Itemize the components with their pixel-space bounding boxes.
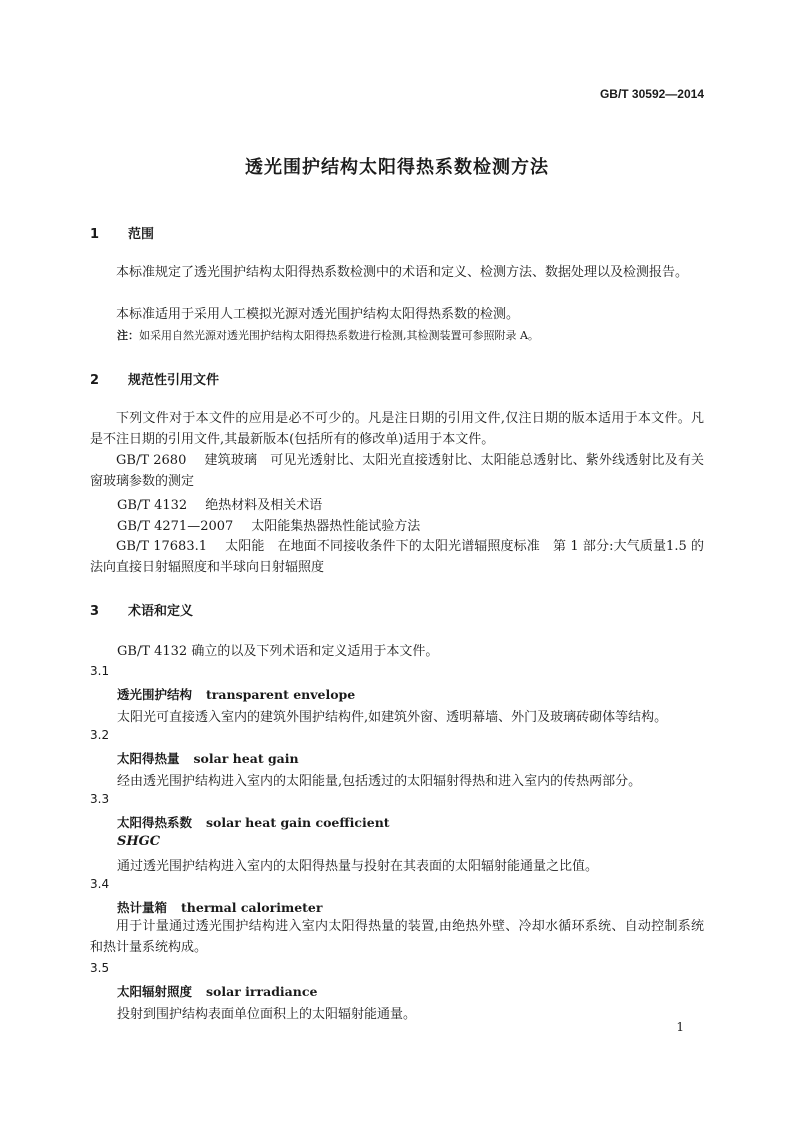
document-title: 透光围护结构太阳得热系数检测方法 <box>245 157 549 178</box>
term-en: transparent envelope <box>206 687 356 702</box>
term-en: solar heat gain coefficient <box>206 815 390 830</box>
term-en: solar irradiance <box>206 984 318 999</box>
term-heading <box>117 813 390 831</box>
term-heading <box>117 898 322 916</box>
term-definition: 投射到围护结构表面单位面积上的太阳辐射能通量。 <box>117 1007 417 1022</box>
page-number: 1 <box>676 1020 684 1034</box>
term-en: thermal calorimeter <box>181 900 323 915</box>
term-abbreviation: SHGC <box>117 834 161 849</box>
term-number: 3.1 <box>90 664 110 678</box>
section-number: 1 <box>90 227 100 242</box>
term-zh: 热计量箱 <box>117 900 168 915</box>
term-definition: 太阳光可直接透入室内的建筑外围护结构件,如建筑外窗、透明幕墙、外门及玻璃砖砌体等结构。 <box>117 710 668 725</box>
term-number: 3.4 <box>90 877 110 891</box>
reference-code: GB/T 4271—2007 <box>117 519 234 534</box>
references-intro: 下列文件对于本文件的应用是必不可少的。凡是注日期的引用文件,仅注日期的版本适用于本文件。凡是不注日期的引用文件,其最新版本(包括所有的修改单)适用于本文件。 <box>90 411 704 447</box>
term-number: 3.3 <box>90 792 110 806</box>
section-title: 规范性引用文件 <box>128 373 220 388</box>
scope-paragraph-2: 本标准适用于采用人工模拟光源对透光围护结构太阳得热系数的检测。 <box>116 307 520 322</box>
term-definition: 经由透光围护结构进入室内的太阳能量,包括透过的太阳辐射得热和进入室内的传热两部分。 <box>117 774 642 789</box>
section-2-heading <box>90 369 219 388</box>
term-heading <box>117 749 299 767</box>
note-text: 如采用自然光源对透光围护结构太阳得热系数进行检测,其检测装置可参照附录 A。 <box>139 329 539 342</box>
reference-code: GB/T 17683.1 <box>116 539 207 554</box>
term-zh: 太阳得热量 <box>117 751 180 766</box>
reference-item <box>117 494 322 513</box>
term-definition: 用于计量通过透光围护结构进入室内太阳得热量的装置,由绝热外壁、冷却水循环系统、自动控制系统和热计量系统构成。 <box>90 919 704 955</box>
reference-title: 太阳能 在地面不同接收条件下的太阳光谱辐照度标准 第 1 部分:大气质量1.5 的法向直接日射辐照度和半球向日射辐照度 <box>90 539 704 575</box>
reference-title: 太阳能集热器热性能试验方法 <box>251 519 421 534</box>
note-label: 注： <box>117 329 139 342</box>
reference-code: GB/T 2680 <box>116 453 187 468</box>
section-3-heading <box>90 600 193 619</box>
term-zh: 透光围护结构 <box>117 687 193 702</box>
term-en: solar heat gain <box>193 751 299 766</box>
term-heading <box>117 982 317 1000</box>
term-zh: 太阳得热系数 <box>117 815 193 830</box>
section-title: 范围 <box>128 227 155 242</box>
term-heading <box>117 685 355 703</box>
reference-item <box>90 450 704 492</box>
scope-note <box>117 327 539 343</box>
term-definition: 通过透光围护结构进入室内的太阳得热量与投射在其表面的太阳辐射能通量之比值。 <box>117 859 599 874</box>
term-number: 3.2 <box>90 728 110 742</box>
scope-paragraph-1: 本标准规定了透光围护结构太阳得热系数检测中的术语和定义、检测方法、数据处理以及检测报告。 <box>116 265 689 280</box>
term-zh: 太阳辐射照度 <box>117 984 193 999</box>
reference-title: 建筑玻璃 可见光透射比、太阳光直接透射比、太阳能总透射比、紫外线透射比及有关窗玻璃参数的测定 <box>90 453 704 489</box>
section-title: 术语和定义 <box>128 604 194 619</box>
reference-code: GB/T 4132 <box>117 498 188 513</box>
terms-intro: GB/T 4132 确立的以及下列术语和定义适用于本文件。 <box>117 644 439 659</box>
standard-number: GB/T 30592—2014 <box>599 87 704 101</box>
term-number: 3.5 <box>90 961 110 975</box>
section-number: 2 <box>90 373 100 388</box>
section-1-heading <box>90 223 154 242</box>
section-number: 3 <box>90 604 100 619</box>
reference-title: 绝热材料及相关术语 <box>205 498 323 513</box>
reference-item <box>117 515 420 534</box>
reference-item <box>90 536 704 578</box>
